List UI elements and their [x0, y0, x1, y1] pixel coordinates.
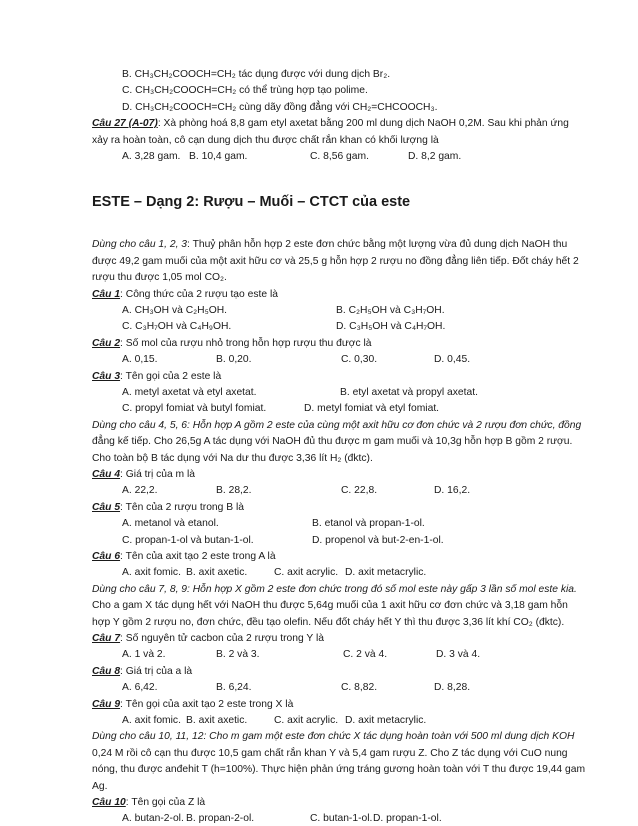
option-b: B. axit axetic.	[186, 715, 248, 726]
option-d: D. C₃H₅OH và C₄H₇OH.	[336, 321, 446, 333]
question-text: : Giá trị của a là	[120, 665, 193, 677]
intro-lead: Dùng cho câu 1, 2, 3	[92, 239, 188, 251]
option-a: A. 3,28 gam.	[122, 151, 181, 162]
option-c: C. propyl fomiat và butyl fomiat.	[122, 403, 267, 415]
intro-3-line3: hợp Y gồm 2 rượu no, đơn chức, đều tạo olefin. Nếu đốt cháy hết Y thì thu được 3,36 lít khí CO₂ (đktc).	[92, 616, 565, 628]
question-27	[92, 117, 569, 131]
option-c: C. 0,30.	[341, 354, 378, 366]
intro-1-line1	[92, 238, 567, 252]
intro-text: : Thuỷ phân hỗn hợp 2 este đơn chức bằng một lượng vừa đủ dung dịch NaOH thu	[187, 239, 568, 251]
option-c: C. axit acrylic.	[274, 715, 339, 726]
option-d: D. axit metacrylic.	[345, 567, 427, 579]
option-c: C. axit acrylic.	[274, 567, 339, 579]
option-c: C. 22,8.	[341, 485, 378, 497]
question-label: Câu 2	[92, 337, 121, 349]
intro-1-line3: rượu thu được 1,05 mol CO₂.	[92, 272, 227, 284]
option-b: B. 0,20.	[216, 354, 252, 366]
question-1	[92, 288, 278, 302]
intro-4-line1: Dùng cho câu 10, 11, 12: Cho m gam một este đơn chức X tác dụng hoàn toàn với 500 ml dung dịch KOH	[92, 731, 575, 743]
option-d: D. 3 và 4.	[436, 649, 481, 661]
option-b: B. axit axetic.	[186, 567, 248, 579]
option-a: A. CH₃OH và C₂H₅OH.	[122, 305, 228, 316]
option-d: D. 8,28.	[434, 682, 471, 694]
question-text: : Tên của axit tạo 2 este trong A là	[120, 551, 276, 562]
question-label: Câu 8	[92, 665, 121, 677]
question-text: : Tên của 2 rượu trong B là	[120, 501, 244, 513]
option-a: A. axit fomic.	[122, 567, 181, 579]
question-label: Câu 4	[92, 469, 121, 480]
question-text: : Số nguyên tử cacbon của 2 rượu trong Y là	[120, 633, 324, 644]
question-3	[92, 370, 221, 384]
option-d: D. 0,45.	[434, 354, 471, 366]
question-9	[92, 698, 293, 712]
question-label: Câu 3	[92, 370, 121, 382]
question-10	[92, 796, 205, 810]
question-8	[92, 665, 192, 679]
option-a: A. axit fomic.	[122, 715, 181, 726]
option-d: D. 8,2 gam.	[408, 151, 462, 162]
question-6	[92, 550, 276, 564]
question-5	[92, 501, 244, 515]
question-label: Câu 5	[92, 501, 121, 513]
intro-4-line2: 0,24 M rồi cô cạn thu được 10,5 gam chất rắn khan Y và 5,4 gam rượu Z. Cho Z tác dụng với CuO nung	[92, 747, 568, 759]
option-d: D. metyl fomiat và etyl fomiat.	[304, 403, 440, 415]
option-c: C. butan-1-ol.	[310, 813, 373, 825]
option-a: A. 1 và 2.	[122, 649, 166, 661]
option-c: C. propan-1-ol và butan-1-ol.	[122, 534, 254, 546]
question-label: Câu 6	[92, 551, 121, 562]
option-b: B. 28,2.	[216, 485, 252, 497]
option-b: B. propan-2-ol.	[186, 813, 255, 825]
option-d: D. propan-1-ol.	[373, 813, 442, 825]
option-d: D. propenol và but-2-en-1-ol.	[312, 534, 444, 546]
question-27-line2: xảy ra hoàn toàn, cô cạn dung dịch thu được chất rắn khan có khối lượng là	[92, 134, 439, 146]
option-c: C. 2 và 4.	[343, 649, 388, 661]
option-b: B. etanol và propan-1-ol.	[312, 518, 425, 530]
question-2	[92, 337, 372, 351]
option-b: B. 6,24.	[216, 682, 252, 694]
question-label: Câu 10	[92, 797, 126, 808]
section-heading: ESTE – Dạng 2: Rượu – Muối – CTCT của este	[92, 194, 411, 211]
question-text: : Số mol của rượu nhỏ trong hỗn hợp rượu thu được là	[120, 337, 372, 349]
question-4	[92, 468, 195, 482]
question-text: : Tên gọi của Z là	[125, 797, 206, 808]
option-b: B. C₂H₅OH và C₃H₇OH.	[336, 305, 445, 316]
question-text: : Công thức của 2 rượu tạo este là	[120, 288, 278, 300]
question-text: : Xà phòng hoá 8,8 gam etyl axetat bằng 200 ml dung dịch NaOH 0,2M. Sau khi phản ứng	[157, 118, 569, 130]
question-label: Câu 9	[92, 698, 121, 710]
question-text: : Tên gọi của 2 este là	[120, 370, 222, 382]
option-b: B. 10,4 gam.	[189, 151, 248, 162]
question-label: Câu 7	[92, 633, 121, 644]
option-b: B. CH₃CH₂COOCH=CH₂ tác dụng được với dung dịch Br₂.	[122, 69, 391, 80]
option-a: A. metanol và etanol.	[122, 518, 219, 530]
option-d: D. CH₃CH₂COOCH=CH₂ cùng dãy đồng đẳng với CH₂=CHCOOCH₃.	[122, 101, 438, 113]
option-a: A. 6,42.	[122, 682, 158, 694]
question-7	[92, 632, 324, 646]
intro-1-line2: được 49,2 gam muối của một axit hữu cơ và 25,5 g hỗn hợp 2 rượu no đồng đẳng liên tiếp. Đốt cháy hết 2	[92, 255, 579, 267]
option-d: D. axit metacrylic.	[345, 715, 427, 726]
option-a: A. metyl axetat và etyl axetat.	[122, 387, 257, 398]
option-c: C. CH₃CH₂COOCH=CH₂ có thể trùng hợp tạo polime.	[122, 85, 368, 97]
question-label: Câu 27 (A-07)	[92, 118, 158, 130]
option-d: D. 16,2.	[434, 485, 471, 497]
intro-4-line4: Ag.	[92, 780, 108, 792]
intro-2-line3: Cho toàn bộ B tác dụng với Na dư thu được 3,36 lít H₂ (đktc).	[92, 452, 373, 464]
option-b: B. 2 và 3.	[216, 649, 260, 661]
option-c: C. 8,82.	[341, 682, 378, 694]
question-text: : Giá trị của m là	[120, 469, 196, 480]
intro-2-line1: Dùng cho câu 4, 5, 6: Hỗn hợp A gồm 2 este của cùng một axit hữu cơ đơn chức và 2 rượu đơn chức, đồng	[92, 419, 582, 431]
option-c: C. C₃H₇OH và C₄H₉OH.	[122, 321, 232, 333]
option-a: A. 22,2.	[122, 485, 158, 497]
intro-3-line2: Cho a gam X tác dụng hết với NaOH thu được 5,64g muối của 1 axit hữu cơ đơn chức và 3,18 gam hỗn	[92, 600, 568, 612]
option-c: C. 8,56 gam.	[310, 151, 369, 162]
intro-3-line1: Dùng cho câu 7, 8, 9: Hỗn hợp X gồm 2 este đơn chức trong đó số mol este này gấp 3 lần số mol este kia.	[92, 583, 577, 595]
intro-2-line2: đẳng kế tiếp. Cho 26,5g A tác dụng với NaOH đủ thu được m gam muối và 10,3g hỗn hợp B gồm 2 rượu.	[92, 436, 573, 448]
option-a: A. butan-2-ol.	[122, 813, 184, 825]
question-text: : Tên gọi của axit tạo 2 este trong X là	[120, 698, 294, 710]
option-b: B. etyl axetat và propyl axetat.	[340, 387, 478, 398]
question-label: Câu 1	[92, 288, 121, 300]
option-a: A. 0,15.	[122, 354, 158, 366]
intro-4-line3: nóng, thu được anđehit T (h=100%). Thực hiện phản ứng tráng gương hoàn toàn với T thu được 19,44 gam	[92, 764, 586, 776]
